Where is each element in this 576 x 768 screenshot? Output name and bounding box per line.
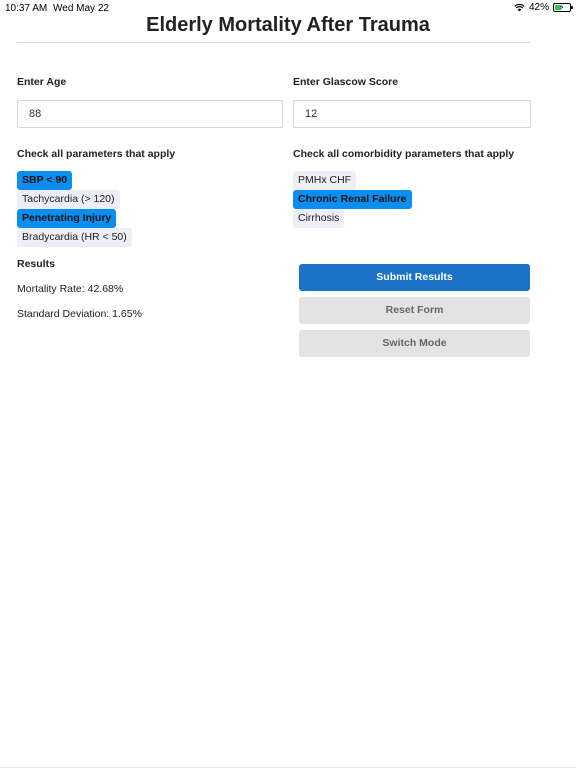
chip-sbp-under-90[interactable]: SBP < 90 bbox=[17, 171, 72, 190]
mortality-rate: Mortality Rate: 42.68% bbox=[17, 283, 124, 295]
chip-tachycardia[interactable]: Tachycardia (> 120) bbox=[17, 190, 120, 209]
status-indicators bbox=[514, 2, 571, 13]
chip-chronic-renal-failure[interactable]: Chronic Renal Failure bbox=[293, 190, 412, 209]
charging-bolt-icon: ⚡ bbox=[559, 3, 565, 12]
comorbidities-label: Check all comorbidity parameters that apply bbox=[293, 148, 515, 160]
battery-percent: 42% bbox=[528, 2, 549, 13]
page-title: Elderly Mortality After Trauma bbox=[146, 14, 430, 36]
wifi-icon bbox=[514, 3, 525, 12]
title-divider bbox=[17, 42, 530, 43]
age-label: Enter Age bbox=[17, 76, 67, 88]
chip-cirrhosis[interactable]: Cirrhosis bbox=[293, 209, 344, 228]
chip-pmhx-chf[interactable]: PMHx CHF bbox=[293, 171, 356, 190]
glasgow-input[interactable] bbox=[293, 100, 531, 128]
switch-mode-button[interactable]: Switch Mode bbox=[299, 330, 530, 357]
chip-bradycardia[interactable]: Bradycardia (HR < 50) bbox=[17, 228, 132, 247]
results-heading: Results bbox=[17, 258, 55, 270]
status-date: Wed May 22 bbox=[53, 3, 109, 14]
reset-form-button[interactable]: Reset Form bbox=[299, 297, 530, 324]
battery-icon bbox=[553, 3, 571, 12]
standard-deviation: Standard Deviation: 1.65% bbox=[17, 308, 142, 320]
chip-penetrating-injury[interactable]: Penetrating Injury bbox=[17, 209, 116, 228]
submit-results-button[interactable]: Submit Results bbox=[299, 264, 530, 291]
status-time: 10:37 AM bbox=[5, 3, 48, 14]
age-input[interactable] bbox=[17, 100, 283, 128]
parameters-label: Check all parameters that apply bbox=[17, 148, 176, 160]
glasgow-label: Enter Glascow Score bbox=[293, 76, 399, 88]
